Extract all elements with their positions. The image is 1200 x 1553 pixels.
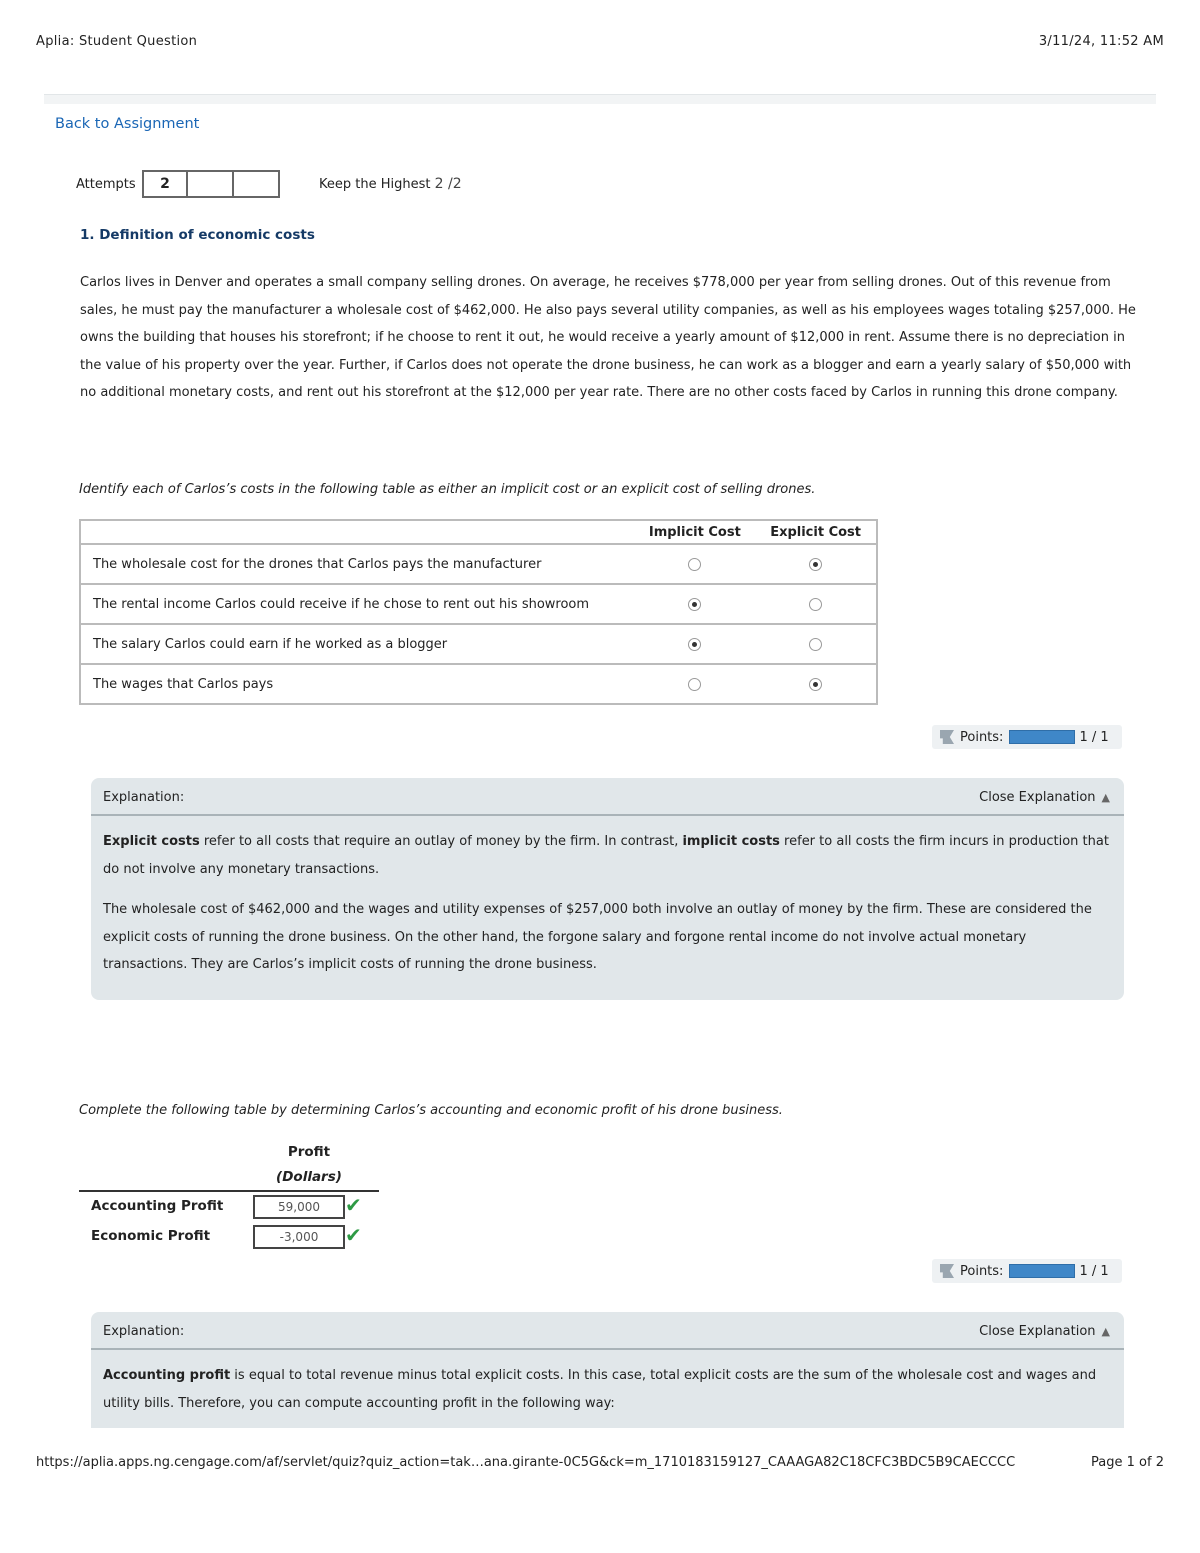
print-header-datetime: 3/11/24, 11:52 AM — [1038, 34, 1164, 49]
table-row — [80, 544, 877, 584]
keep-highest — [319, 176, 462, 192]
close-explanation-label: Close Explanation — [979, 1324, 1096, 1339]
text: refer to all costs the firm incurs in production that do not involve any monetary transactions. — [103, 834, 1109, 877]
explanation-body — [91, 1350, 1124, 1444]
radio-implicit-wages[interactable] — [688, 678, 701, 691]
chevron-up-icon: ▲ — [1101, 1325, 1110, 1338]
radio-implicit-rental[interactable] — [688, 598, 701, 611]
flag-icon — [940, 1264, 954, 1278]
attempts-label: Attempts — [76, 177, 136, 192]
table-row — [80, 624, 877, 664]
close-explanation-label: Close Explanation — [979, 790, 1096, 805]
explanation-title: Explanation: — [103, 790, 185, 805]
explanation-paragraph — [103, 828, 1112, 883]
attempt-box-3 — [232, 170, 280, 198]
term-accounting-profit: Accounting profit — [103, 1368, 231, 1383]
close-explanation-button[interactable] — [979, 790, 1110, 805]
points-indicator-2 — [932, 1259, 1122, 1283]
points-label: Points: — [960, 1263, 1004, 1279]
text: is equal to total revenue minus total explicit costs. In this case, total explicit costs are the sum of the wholesale cost and wages and utility bills. Therefore, you can compute accounting profit in the following way: — [103, 1368, 1097, 1411]
row-label: The wholesale cost for the drones that Carlos pays the manufacturer — [80, 544, 634, 584]
cost-classification-table — [79, 519, 878, 705]
points-value: 1 / 1 — [1079, 1263, 1109, 1279]
attempt-box-2 — [186, 170, 234, 198]
table-row — [80, 664, 877, 704]
radio-explicit-salary[interactable] — [809, 638, 822, 651]
checkmark-icon: ✔ — [345, 1223, 362, 1247]
accounting-profit-input[interactable]: 59,000 — [253, 1195, 345, 1219]
explicit-cost-header: Explicit Cost — [755, 520, 877, 544]
profit-column-units: (Dollars) — [276, 1169, 342, 1185]
explanation-paragraph: The wholesale cost of $462,000 and the wages and utility expenses of $257,000 both involve an outlay of money by the firm. These are considered the explicit costs of running the drone business. On the other hand, the forgone salary and forgone rental income do not involve actual monetary transactions. They are Carlos’s implicit costs of running the drone business. — [103, 902, 1092, 973]
keep-highest-score: 2 /2 — [434, 176, 462, 192]
back-to-assignment-link[interactable]: Back to Assignment — [55, 116, 200, 132]
chevron-up-icon: ▲ — [1101, 791, 1110, 804]
row-label: The rental income Carlos could receive if he chose to rent out his showroom — [80, 584, 634, 624]
implicit-cost-header: Implicit Cost — [634, 520, 755, 544]
radio-explicit-rental[interactable] — [809, 598, 822, 611]
points-indicator-1 — [932, 725, 1122, 749]
points-label: Points: — [960, 729, 1004, 745]
radio-explicit-wholesale[interactable] — [809, 558, 822, 571]
print-header-title: Aplia: Student Question — [36, 34, 198, 49]
term-explicit-costs: Explicit costs — [103, 834, 200, 849]
term-implicit-costs: implicit costs — [682, 834, 780, 849]
print-footer-page: Page 1 of 2 — [1091, 1455, 1164, 1470]
profit-header-rule — [79, 1190, 379, 1192]
top-divider — [44, 94, 1156, 104]
print-footer-url: https://aplia.apps.ng.cengage.com/af/servlet/quiz?quiz_action=tak…ana.girante-0C5G&ck=m_1710183159127_CAAAGA82C18CFC3BDC5B9CAECCCC — [36, 1455, 1016, 1470]
attempt-box-1: 2 — [142, 170, 188, 198]
explanation-body — [91, 816, 1124, 1006]
points-progress-bar — [1009, 730, 1075, 744]
points-progress-bar — [1009, 1264, 1075, 1278]
part1-instruction: Identify each of Carlos’s costs in the following table as either an implicit cost or an explicit cost of selling drones. — [79, 482, 816, 497]
table-row — [80, 584, 877, 624]
points-value: 1 / 1 — [1079, 729, 1109, 745]
flag-icon — [940, 730, 954, 744]
radio-explicit-wages[interactable] — [809, 678, 822, 691]
explanation-header — [91, 778, 1124, 816]
explanation-title: Explanation: — [103, 1324, 185, 1339]
explanation-panel-1 — [91, 778, 1124, 1000]
question-body: Carlos lives in Denver and operates a small company selling drones. On average, he receives $778,000 per year from selling drones. Out of this revenue from sales, he must pay the manufacturer a wholesale cost of $462,000. He also pays several utility companies, as well as his employees wages totaling $257,000. He owns the building that houses his storefront; if he choose to rent it out, he would receive a yearly amount of $12,000 in rent. Assume there is no depreciation in the value of his property over the year. Further, if Carlos does not operate the drone business, he can work as a blogger and earn a yearly salary of $50,000 with no additional monetary costs, and rent out his storefront at the $12,000 per year rate. There are no other costs faced by Carlos in running this drone company. — [80, 275, 1136, 401]
row-label: The wages that Carlos pays — [80, 664, 634, 704]
checkmark-icon: ✔ — [345, 1193, 362, 1217]
table-header-row — [80, 520, 877, 544]
row-label: The salary Carlos could earn if he worked as a blogger — [80, 624, 634, 664]
explanation-paragraph — [103, 1362, 1112, 1417]
radio-implicit-salary[interactable] — [688, 638, 701, 651]
explanation-header — [91, 1312, 1124, 1350]
explanation-panel-2 — [91, 1312, 1124, 1428]
close-explanation-button[interactable] — [979, 1324, 1110, 1339]
economic-profit-input[interactable]: -3,000 — [253, 1225, 345, 1249]
part2-instruction: Complete the following table by determining Carlos’s accounting and economic profit of his drone business. — [79, 1103, 783, 1118]
profit-column-header: Profit — [287, 1144, 331, 1160]
radio-implicit-wholesale[interactable] — [688, 558, 701, 571]
question-title: 1. Definition of economic costs — [80, 227, 315, 243]
accounting-profit-label: Accounting Profit — [91, 1198, 224, 1214]
text: refer to all costs that require an outlay of money by the firm. In contrast, — [199, 834, 683, 849]
economic-profit-label: Economic Profit — [91, 1228, 211, 1244]
blank-header — [80, 520, 634, 544]
keep-highest-label: Keep the Highest — [319, 177, 431, 192]
